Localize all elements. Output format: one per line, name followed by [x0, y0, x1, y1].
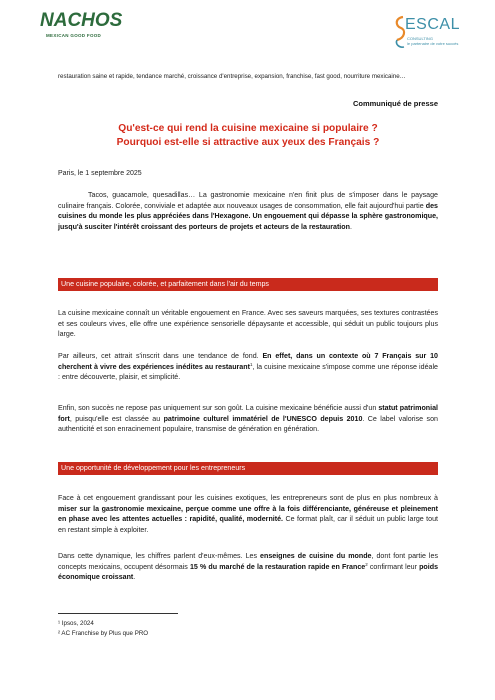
s2p2-text-1: Dans cette dynamique, les chiffres parlent d'eux-mêmes. Les: [58, 552, 261, 560]
section-2-heading: Une opportunité de développement pour les entrepreneurs: [58, 462, 438, 475]
intro-bold: des cuisines du monde les plus appréciées dans l'Hexagone. Un engouement qui dépasse la sphère gastronomique, jusqu'à susciter l'intérêt croissant des porteurs de projets et acteurs de la restauration: [58, 201, 438, 231]
footnote-1: ¹ Ipsos, 2024: [58, 620, 94, 627]
s2p2-bold-3: poids économique croissant: [58, 562, 439, 581]
s1p3-bold-1: statut patrimonial fort: [58, 404, 438, 423]
section-1-heading: Une cuisine populaire, colorée, et parfaitement dans l'air du temps: [58, 278, 438, 291]
s1p2-text-2: , la cuisine mexicaine s'impose comme une réponse idéale : entre découverte, plaisir, et simplicité.: [58, 362, 438, 381]
keywords-line: restauration saine et rapide, tendance marché, croissance d'entreprise, expansion, franchise, fast good, nourriture mexicaine…: [58, 73, 406, 80]
nachos-logo-tagline: MEXICAN GOOD FOOD: [46, 33, 102, 38]
section-1-paragraph-1: La cuisine mexicaine connaît un véritable engouement en France. Avec ses saveurs marquées, ses textures contrastées et ses couleurs vives, elle offre une expérience sensorielle dépaysante et accessible, qui séduit un public toujours plus large.: [58, 309, 438, 338]
s2p2-text-4: .: [133, 573, 136, 581]
s2p1-text-2: Ce format plaît, car il séduit un public large tout en restant simple à exploiter.: [58, 515, 438, 534]
dateline: Paris, le 1 septembre 2025: [58, 170, 142, 177]
page-title: [58, 122, 438, 150]
section-1-paragraph-2: [58, 351, 438, 383]
footnote-ref-2: 2: [365, 561, 368, 567]
s2p2-text-3: confirmant leur: [367, 562, 420, 571]
footnote-2: ² AC Franchise by Plus que PRO: [58, 630, 149, 637]
s1p2-text-1: Par ailleurs, cet attrait s'inscrit dans une tendance de fond.: [58, 352, 263, 360]
s1p3-text-1: Enfin, son succès ne repose pas uniquement sur son goût. La cuisine mexicaine bénéficie aussi d'un: [58, 404, 379, 412]
s2p2-bold-2: 15 % du marché de la restauration rapide en France: [189, 562, 366, 571]
title-line-2: Pourquoi est-elle si attractive aux yeux des Français ?: [116, 137, 380, 148]
escal-logo-tagline: CONSULTING le partenaire de votre succès: [407, 36, 459, 46]
communique-label: Communiqué de presse: [352, 99, 438, 108]
section-1-paragraph-3: [58, 403, 438, 435]
s2p2-text-2: , dont font partie les concepts mexicains, occupent désormais: [58, 552, 438, 571]
section-2-paragraph-1: [58, 493, 438, 535]
title-line-1: Qu'est-ce qui rend la cuisine mexicaine si populaire ?: [118, 123, 378, 134]
intro-text: Tacos, guacamole, quesadillas… La gastronomie mexicaine n'en finit plus de s'imposer dans le paysage culinaire français. Colorée, conviviale et adaptée aux nouveaux usages de consommation, elle fait aujourd'hui partie: [58, 191, 438, 210]
s1p3-bold-2: patrimoine culturel immatériel de l'UNESCO depuis 2010: [163, 414, 363, 423]
escal-logo-brand: ESCAL: [405, 16, 460, 33]
intro-end: .: [349, 222, 352, 231]
s1p3-text-3: . Ce label valorise son authenticité et son enracinement populaire, transmise de génération en génération.: [58, 414, 438, 433]
section-2-paragraph-2: [58, 551, 438, 583]
nachos-logo: [40, 10, 130, 44]
escal-logo: [393, 14, 463, 54]
footnote-divider: [58, 613, 178, 614]
footnote-ref-1: 1: [249, 361, 253, 367]
nachos-logo-brand: NACHOS: [40, 10, 123, 31]
s2p1-text-1: Face à cet engouement grandissant pour les cuisines exotiques, les entrepreneurs sont de plus en plus nombreux à: [58, 494, 438, 502]
s2p2-bold-1: enseignes de cuisine du monde: [260, 552, 372, 560]
s2p1-bold: miser sur la gastronomie mexicaine, perçue comme une offre à la fois différenciante, généreuse et pleinement en phase avec les attentes actuelles : rapidité, qualité, modernité.: [58, 504, 438, 523]
intro-paragraph: [58, 190, 438, 232]
s1p2-bold: En effet, dans un contexte où 7 Français sur 10 cherchent à vivre des expériences inédites au restaurant: [58, 352, 438, 371]
s1p3-text-2: , puisqu'elle est classée au: [69, 414, 164, 423]
